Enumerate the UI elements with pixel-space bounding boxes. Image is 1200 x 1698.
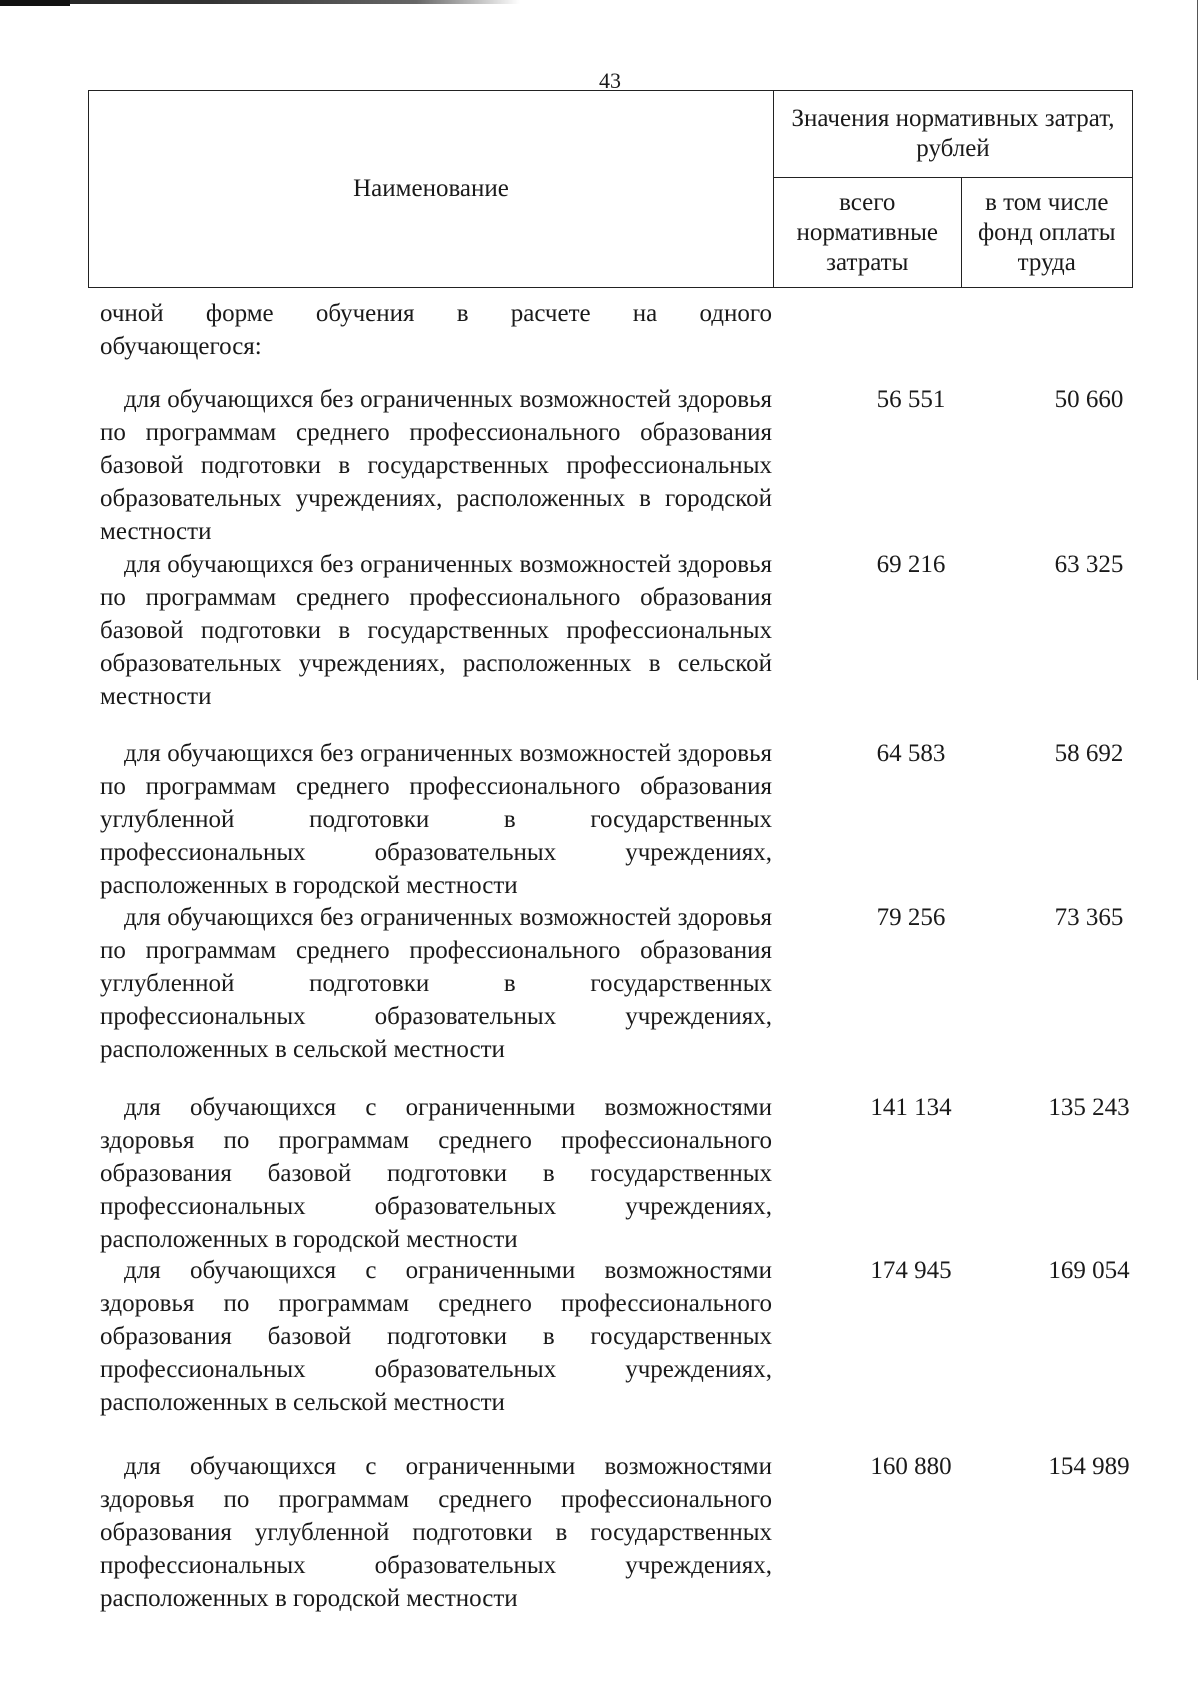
row-total-value: 56 551: [876, 386, 946, 413]
row-fot-value: 63 325: [1054, 551, 1124, 578]
header-total-cell: всего нормативные затраты: [774, 178, 962, 288]
header-name-cell: Наименование: [89, 91, 774, 288]
table-row: [100, 548, 1180, 713]
header-fot-cell: в том числе фонд оплаты труда: [961, 178, 1132, 288]
row-description: для обучающихся с ограниченными возможностями здоровья по программам среднего профессионального образования базовой подготовки в государственных профессиональных образовательных учреждениях, расположенных в сельской местности: [100, 1257, 772, 1416]
row-description: для обучающихся с ограниченными возможностями здоровья по программам среднего профессионального образования базовой подготовки в государственных профессиональных образовательных учреждениях, расположенных в городской местности: [100, 1094, 772, 1253]
table-header: [88, 90, 1133, 288]
row-fot-value: 135 243: [1048, 1094, 1130, 1121]
row-description: для обучающихся с ограниченными возможностями здоровья по программам среднего профессионального образования углубленной подготовки в государственных профессиональных образовательных учреждениях, расположенных в городской местности: [100, 1453, 772, 1612]
row-description: для обучающихся без ограниченных возможностей здоровья по программам среднего профессионального образования углубленной подготовки в государственных профессиональных образовательных учреждениях, расположенных в городской местности: [100, 740, 772, 899]
row-description: для обучающихся без ограниченных возможностей здоровья по программам среднего профессионального образования базовой подготовки в государственных профессиональных образовательных учреждениях, расположенных в сельской местности: [100, 551, 772, 710]
section-intro: [100, 297, 772, 363]
row-total-value: 141 134: [870, 1094, 952, 1121]
scan-artifact-top: [0, 0, 520, 4]
row-total-value: 79 256: [876, 904, 946, 931]
row-fot-value: 73 365: [1054, 904, 1124, 931]
row-fot-value: 50 660: [1054, 386, 1124, 413]
scan-artifact-corner: [0, 0, 70, 6]
intro-line-1: очной форме обучения в расчете на одного: [100, 300, 772, 327]
scan-artifact-edge: [1197, 0, 1198, 680]
row-total-value: 174 945: [870, 1257, 952, 1284]
table-row: [100, 1254, 1180, 1419]
table-row: [100, 1091, 1180, 1256]
table-row: [100, 383, 1180, 548]
page-number: 43: [599, 68, 621, 93]
row-description: для обучающихся без ограниченных возможностей здоровья по программам среднего профессионального образования базовой подготовки в государственных профессиональных образовательных учреждениях, расположенных в городской местности: [100, 386, 772, 545]
row-fot-value: 58 692: [1054, 740, 1124, 767]
table-row: [100, 737, 1180, 902]
table-row: [100, 1450, 1180, 1615]
header-values-group-cell: Значения нормативных затрат, рублей: [774, 91, 1133, 178]
row-description: для обучающихся без ограниченных возможностей здоровья по программам среднего профессионального образования углубленной подготовки в государственных профессиональных образовательных учреждениях, расположенных в сельской местности: [100, 904, 772, 1063]
intro-line-2: обучающегося:: [100, 333, 262, 360]
row-total-value: 64 583: [876, 740, 946, 767]
row-total-value: 160 880: [870, 1453, 952, 1480]
row-fot-value: 154 989: [1048, 1453, 1130, 1480]
row-total-value: 69 216: [876, 551, 946, 578]
row-fot-value: 169 054: [1048, 1257, 1130, 1284]
table-row: [100, 901, 1180, 1066]
